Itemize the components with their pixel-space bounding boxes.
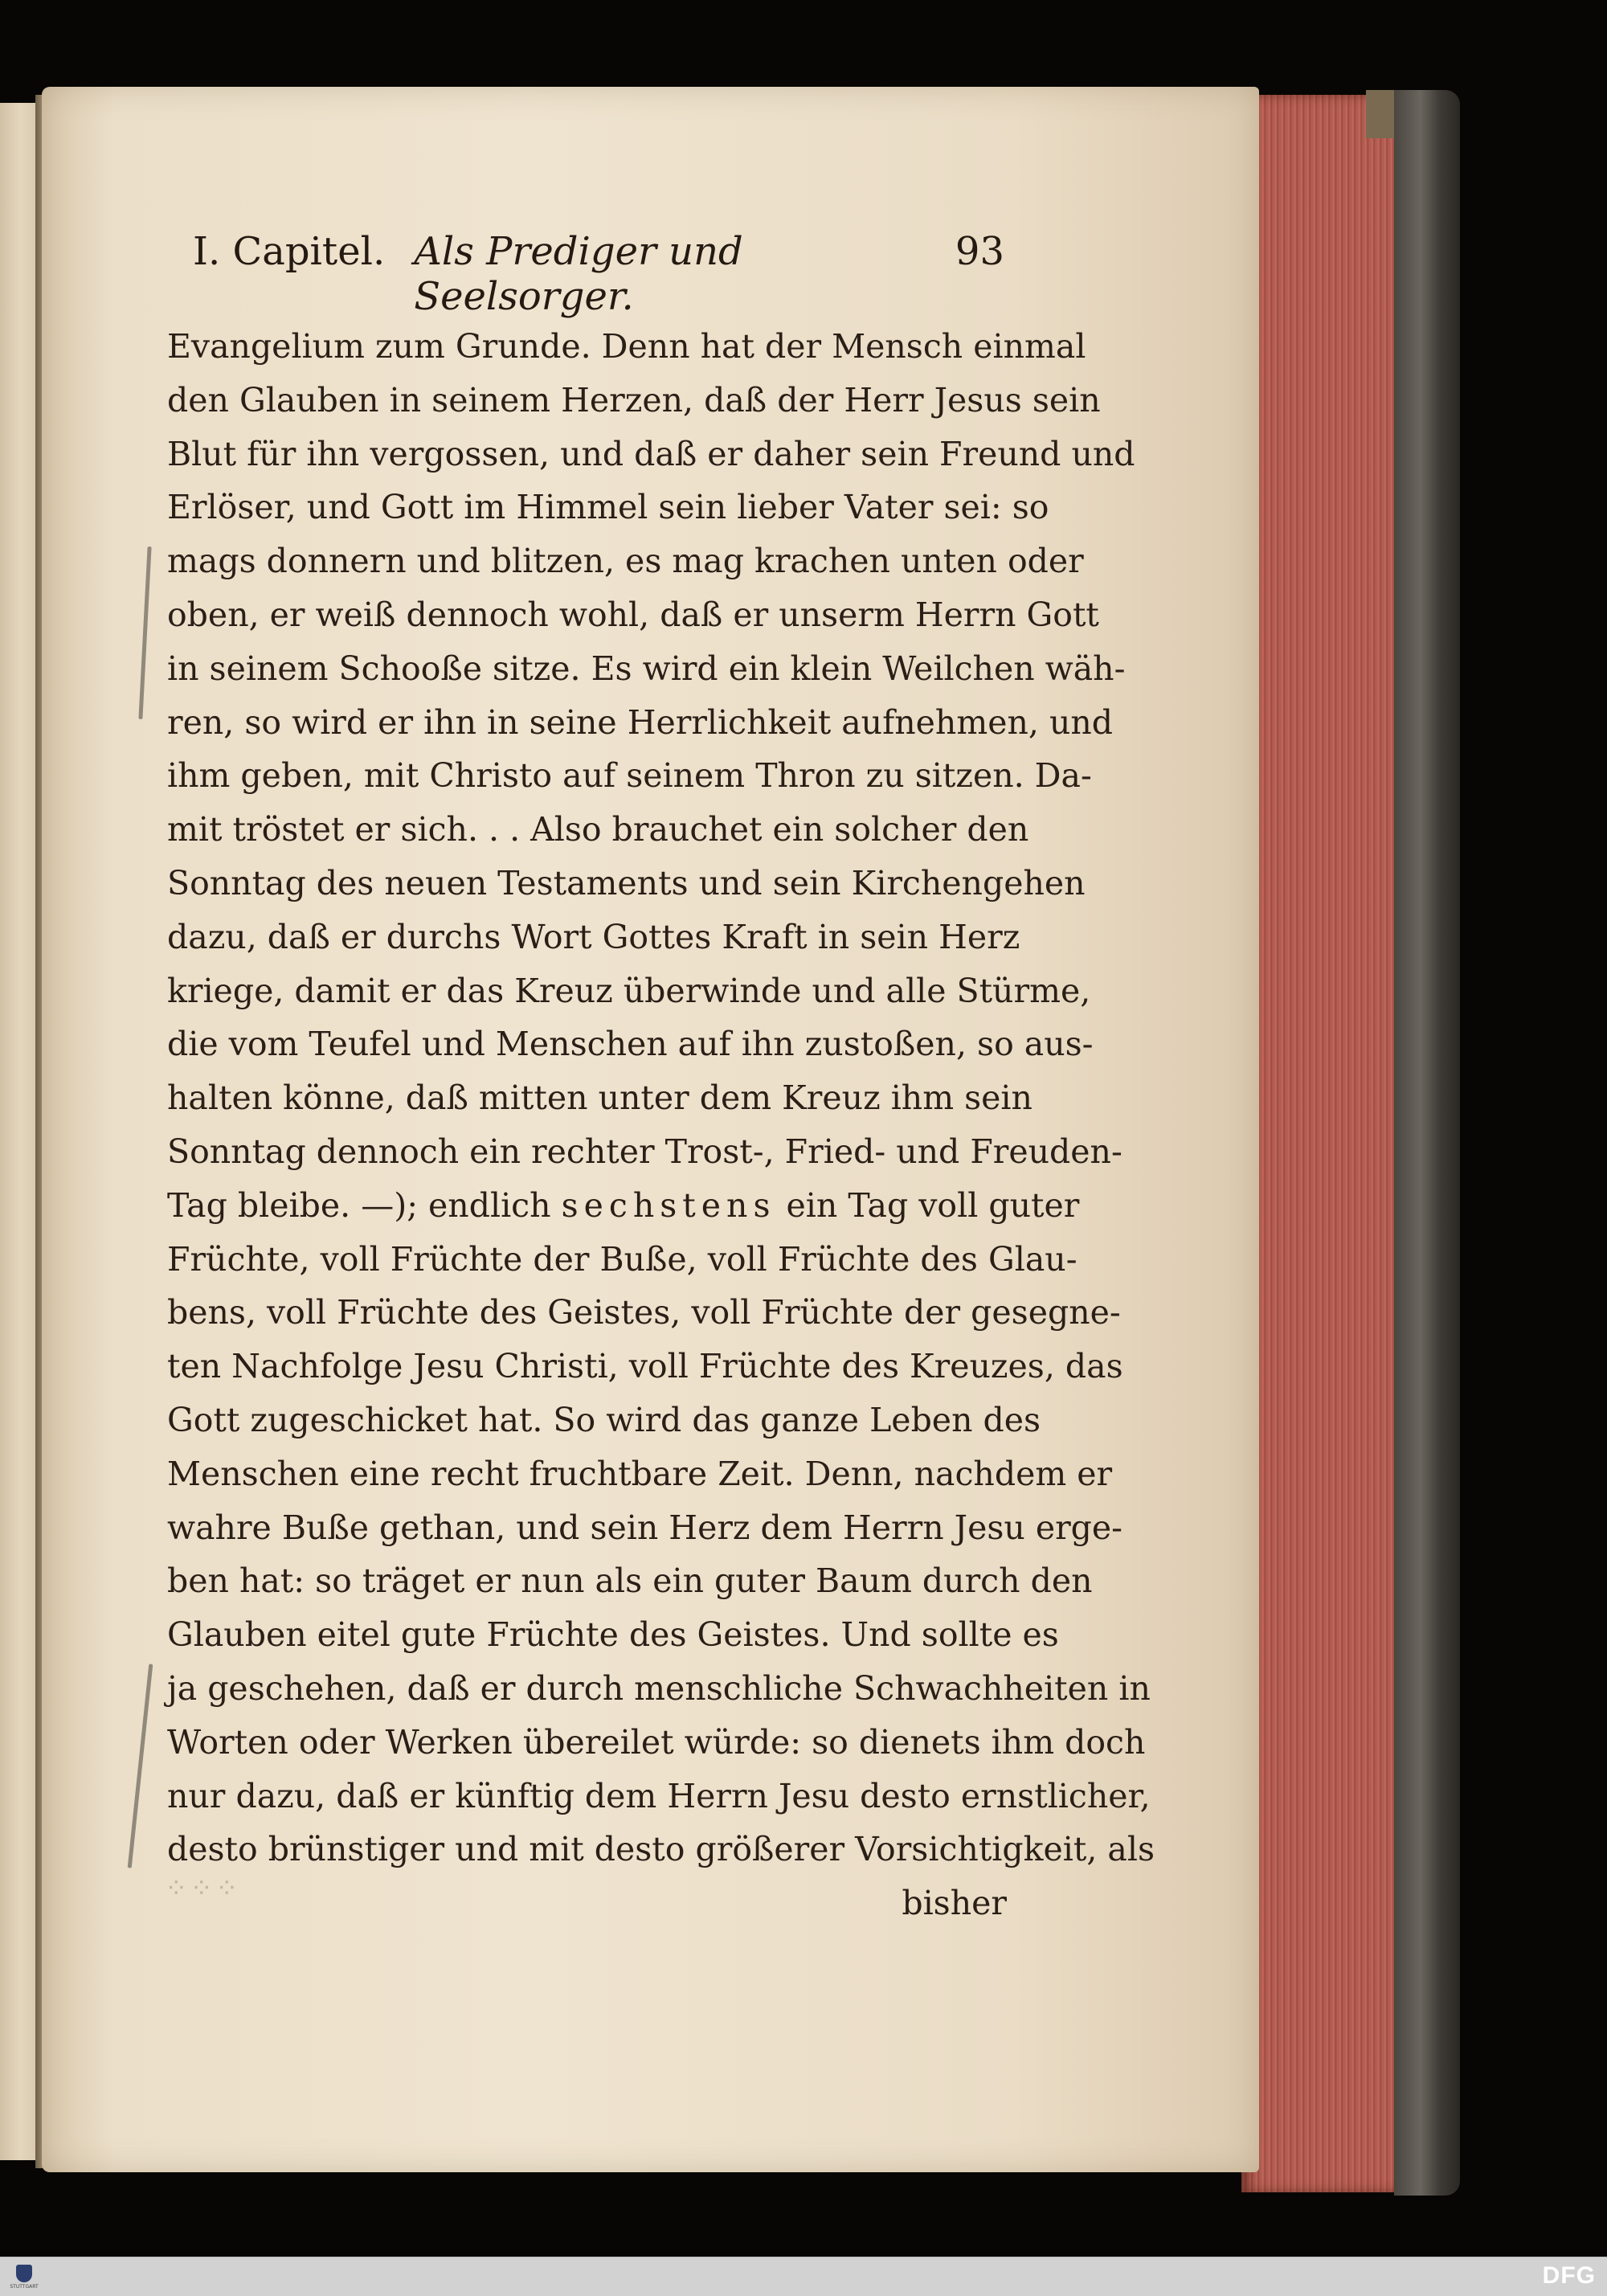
text-line: ten Nachfolge Jesu Christi, voll Früchte des Kreuzes, das <box>167 1347 1123 1386</box>
body-text <box>167 320 1155 1930</box>
text-line: desto brünstiger und mit desto größerer Vorsichtigkeit, als <box>167 1830 1155 1869</box>
text-line: mit tröstet er sich. . . Also brauchet ein solcher den <box>167 810 1029 849</box>
chapter-label: I. Capitel. <box>193 229 386 274</box>
library-logo-caption: STUTTGART <box>10 2283 39 2290</box>
text-segment: ein Tag voll guter <box>775 1185 1080 1225</box>
text-line: Blut für ihn vergossen, und daß er daher sein Freund und <box>167 434 1135 473</box>
text-line: Gott zugeschicket hat. So wird das ganze Leben des <box>167 1400 1041 1439</box>
text-line: wahre Buße gethan, und sein Herz dem Herrn Jesu erge- <box>167 1508 1123 1547</box>
text-line: Glauben eitel gute Früchte des Geistes. Und sollte es <box>167 1615 1059 1655</box>
text-line: die vom Teufel und Menschen auf ihn zustoßen, so aus- <box>167 1025 1094 1064</box>
text-line: halten könne, daß mitten unter dem Kreuz ihm sein <box>167 1078 1032 1118</box>
text-line: nur dazu, daß er künftig dem Herrn Jesu desto ernstlicher, <box>167 1776 1151 1815</box>
text-line: in seinem Schooße sitze. Es wird ein klein Weilchen wäh- <box>167 649 1126 688</box>
page-number: 93 <box>955 229 1004 274</box>
running-title: Als Prediger und Seelsorger. <box>414 229 743 319</box>
running-header <box>193 229 1004 319</box>
library-logo[interactable] <box>6 2261 42 2293</box>
text-line: Früchte, voll Früchte der Buße, voll Früchte des Glau- <box>167 1239 1077 1279</box>
text-line: Evangelium zum Grunde. Denn hat der Mensch einmal <box>167 327 1086 366</box>
bleed-through-mark: ⁘⁘⁘ <box>165 1872 241 1905</box>
library-crest-icon <box>16 2265 32 2282</box>
text-line: ben hat: so träget er nun als ein guter Baum durch den <box>167 1561 1093 1601</box>
book-cover-spine <box>1394 90 1460 2196</box>
text-line: dazu, daß er durchs Wort Gottes Kraft in sein Herz <box>167 917 1020 956</box>
text-line: oben, er weiß dennoch wohl, daß er unserm Herrn Gott <box>167 595 1099 634</box>
page-block-red-edge <box>1241 95 1406 2192</box>
emphasized-word: sechstens <box>561 1185 776 1225</box>
text-segment: Tag bleibe. —); endlich <box>167 1185 562 1225</box>
text-line: kriege, damit er das Kreuz überwinde und alle Stürme, <box>167 971 1091 1010</box>
text-line: Sonntag des neuen Testaments und sein Kirchengehen <box>167 863 1086 902</box>
viewer-footer-bar <box>0 2257 1607 2296</box>
text-line: den Glauben in seinem Herzen, daß der Herr Jesus sein <box>167 380 1101 420</box>
text-line <box>167 1179 1080 1233</box>
text-line: Erlöser, und Gott im Himmel sein lieber Vater sei: so <box>167 488 1049 527</box>
text-line: Worten oder Werken übereilet würde: so dienets ihm doch <box>167 1722 1146 1762</box>
text-line: Menschen eine recht fruchtbare Zeit. Denn, nachdem er <box>167 1454 1113 1493</box>
dfg-logo[interactable]: DFG <box>1542 2262 1596 2289</box>
text-line: ja geschehen, daß er durch menschliche Schwachheiten in <box>167 1668 1151 1708</box>
text-line: mags donnern und blitzen, es mag krachen unten oder <box>167 542 1084 581</box>
text-line: bens, voll Früchte des Geistes, voll Früchte der gesegne- <box>167 1293 1121 1332</box>
text-line: ren, so wird er ihn in seine Herrlichkeit aufnehmen, und <box>167 702 1114 742</box>
catchword: bisher <box>902 1884 1007 1923</box>
text-line: ihm geben, mit Christo auf seinem Thron zu sitzen. Da- <box>167 756 1092 796</box>
text-line: Sonntag dennoch ein rechter Trost-, Fried- und Freuden- <box>167 1132 1122 1171</box>
